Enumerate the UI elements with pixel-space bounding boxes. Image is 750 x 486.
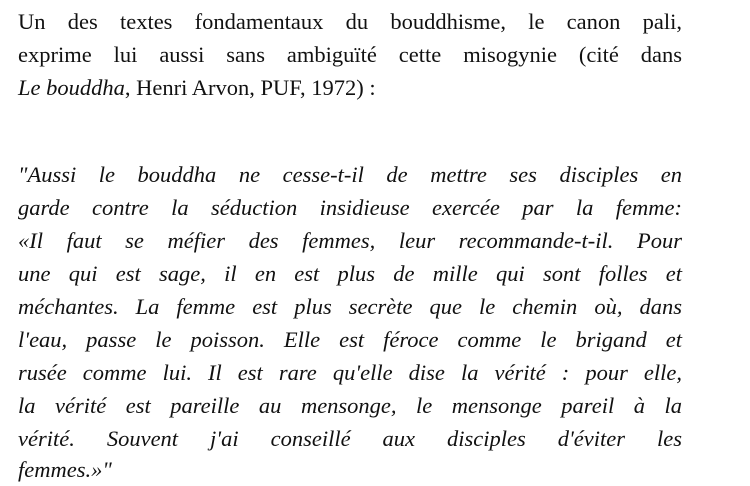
- intro-line-3: [18, 73, 682, 103]
- quote-line-8: la vérité est pareille au mensonge, le mensonge pareil à la: [18, 393, 682, 418]
- intro-line-1: Un des textes fondamentaux du bouddhisme, le canon pali,: [18, 9, 682, 34]
- quote-line-7: rusée comme lui. Il est rare qu'elle dise la vérité : pour elle,: [18, 360, 682, 385]
- quote-line-10: femmes.»": [18, 457, 112, 482]
- citation-details: , Henri Arvon, PUF, 1972) :: [124, 75, 376, 100]
- quote-line-9: vérité. Souvent j'ai conseillé aux disciples d'éviter les: [18, 426, 682, 451]
- quote-line-6: l'eau, passe le poisson. Elle est féroce comme le brigand et: [18, 327, 682, 352]
- intro-line-2: exprime lui aussi sans ambiguïté cette misogynie (cité dans: [18, 42, 682, 67]
- quote-line-4: une qui est sage, il en est plus de mille qui sont folles et: [18, 261, 682, 286]
- quote-line-5: méchantes. La femme est plus secrète que le chemin où, dans: [18, 294, 682, 319]
- book-title: Le bouddha: [18, 75, 125, 100]
- quote-line-1: "Aussi le bouddha ne cesse-t-il de mettre ses disciples en: [18, 162, 682, 187]
- quote-line-3: «Il faut se méfier des femmes, leur recommande-t-il. Pour: [18, 228, 682, 253]
- quote-line-2: garde contre la séduction insidieuse exercée par la femme:: [18, 195, 682, 220]
